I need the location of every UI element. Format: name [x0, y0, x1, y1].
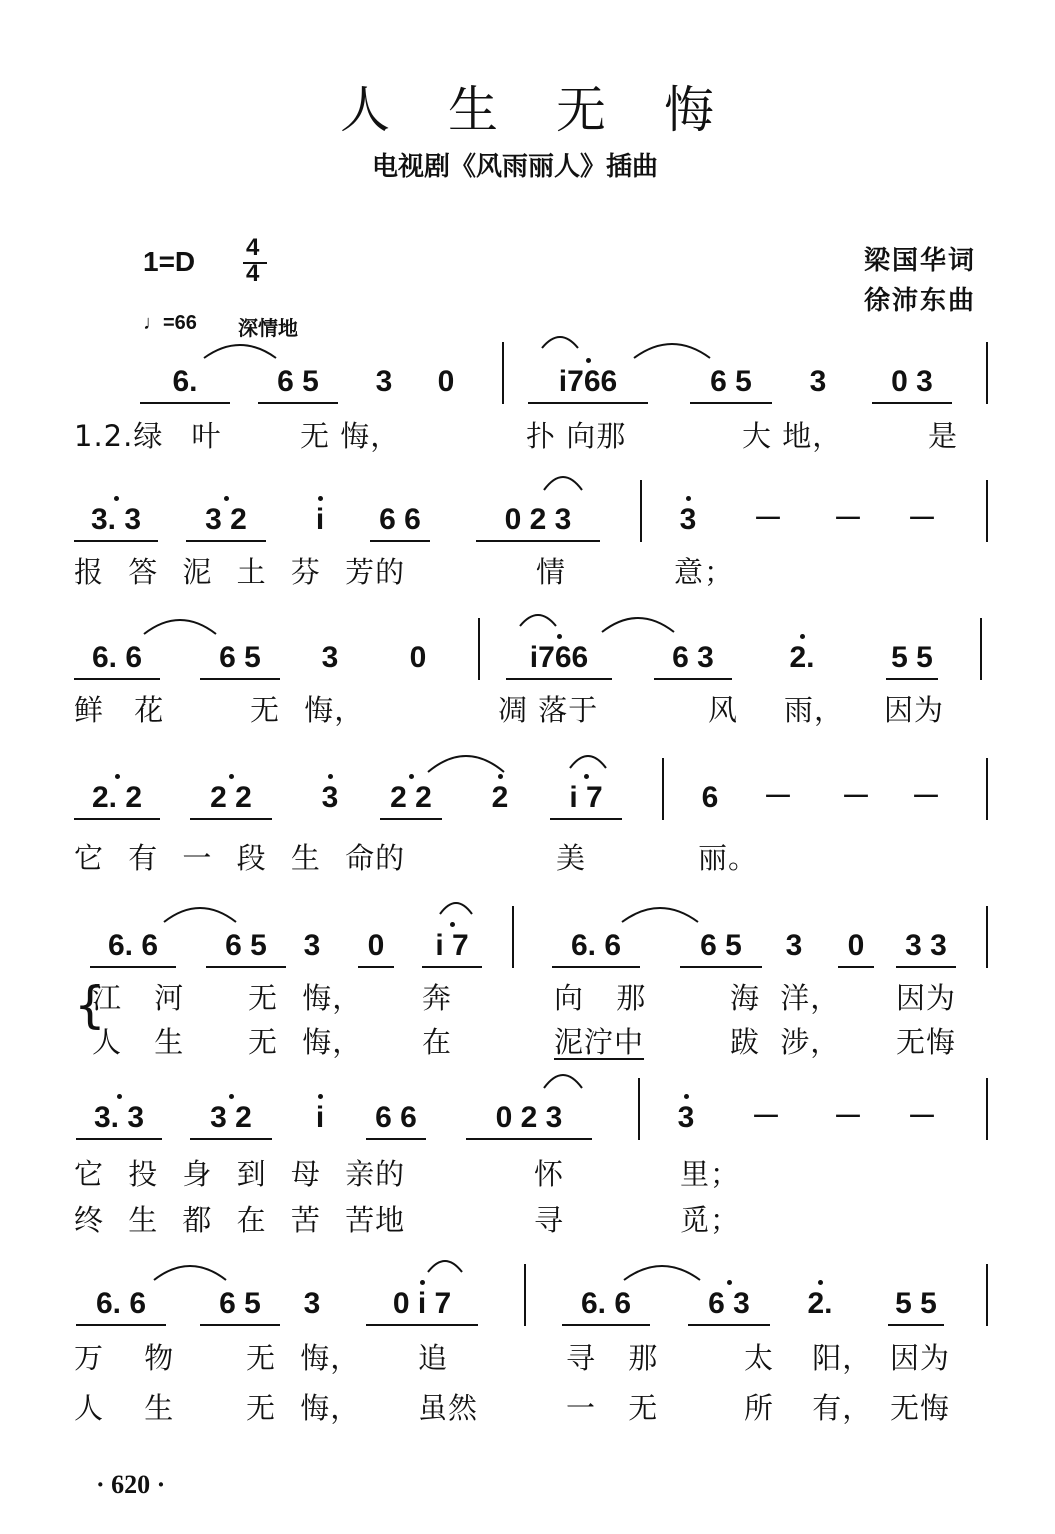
dash: － [833, 1101, 863, 1134]
lyric: 人 生 [92, 1025, 185, 1059]
slur [566, 748, 610, 770]
lyric: 报 答 泥 土 芬 芳的 [74, 555, 406, 589]
note-group: 6 5 [200, 638, 280, 680]
lyric: 大 地， [742, 419, 843, 453]
slur [516, 608, 560, 628]
lyric: 跋 涉， [730, 1025, 841, 1059]
note-group: 6 6 [370, 500, 430, 542]
note: 3 [312, 778, 348, 818]
lyric: 雨， [784, 693, 845, 727]
note-group: 6 5 [258, 362, 338, 404]
lyric: 无 悔， [300, 419, 401, 453]
key-signature: 1=D [143, 246, 196, 277]
lyric: 无 悔， [248, 981, 363, 1015]
lyric: 无 悔， [248, 1025, 363, 1059]
lyric: 扑 向那 [526, 419, 627, 453]
note-group: 0 i 7 [366, 1284, 478, 1326]
lyric: 它 投 身 到 母 亲的 [74, 1157, 406, 1191]
note: 0 [838, 926, 874, 968]
verse-brace: { [74, 976, 106, 1034]
note-group: 6. 6 [90, 926, 176, 968]
note-group: 6 5 [206, 926, 286, 968]
slur [540, 1068, 586, 1090]
lyric: 所 有， [744, 1391, 873, 1425]
note-group: 6. 6 [562, 1284, 650, 1326]
lyric: 无 悔， [246, 1391, 361, 1425]
bar-line [986, 1264, 988, 1326]
lyric: 无 悔， [246, 1341, 361, 1375]
score-system-1 [0, 362, 1055, 414]
note-group: 0 2 3 [466, 1098, 592, 1140]
score-system-5 [0, 926, 1055, 978]
lyric: 万 物 [74, 1341, 175, 1375]
slur [424, 748, 508, 774]
lyric: 人 生 [74, 1391, 175, 1425]
note-group: 6 5 [680, 926, 762, 968]
lyric: 奔 [422, 981, 453, 1015]
time-signature-top: 4 [246, 234, 260, 261]
note-group: i 7 [550, 778, 622, 820]
note: 0 [409, 641, 427, 674]
dash: － [907, 503, 937, 536]
score-system-2 [0, 500, 1055, 552]
tempo-marking: ♩=66 [143, 312, 197, 334]
note-group: 5 5 [886, 638, 938, 680]
note: 0 [358, 926, 394, 968]
note: 3 [375, 365, 393, 398]
lyric: 丽。 [698, 841, 759, 875]
dash: － [753, 503, 783, 536]
note-group: 3 3 [896, 926, 956, 968]
lyric: 无悔 [890, 1391, 951, 1425]
note: 3 [809, 365, 827, 398]
score-system-6 [0, 1098, 1055, 1150]
note: 2. [800, 1284, 840, 1324]
slur [160, 902, 240, 926]
note-group: 5 5 [888, 1284, 944, 1326]
note: 2. [782, 638, 822, 678]
dash: － [763, 781, 793, 814]
expression-marking: 深情地 [238, 318, 298, 340]
lyric: 向 那 [554, 981, 647, 1015]
note-group: 2. 2 [74, 778, 160, 820]
slur [620, 1260, 704, 1284]
note-group: i 7 [422, 926, 482, 968]
bar-line [512, 906, 514, 968]
lyric: 因为 [896, 981, 957, 1015]
time-signature-bottom: 4 [246, 260, 260, 287]
bar-line [986, 906, 988, 968]
note-group: 6 5 [690, 362, 772, 404]
lyric: 终 生 都 在 苦 苦地 [74, 1203, 406, 1237]
lyric: 无悔 [896, 1025, 957, 1059]
note: 3 [303, 1287, 321, 1320]
lyric: 因为 [884, 693, 945, 727]
lyric: 情 [536, 555, 567, 589]
lyric: 海 洋， [730, 981, 841, 1015]
dash: － [841, 781, 871, 814]
score-system-7 [0, 1284, 1055, 1336]
note-group: 6. 6 [74, 638, 160, 680]
note-group: 6 5 [200, 1284, 280, 1326]
note-group: 2 2 [190, 778, 272, 820]
slur [150, 1260, 230, 1284]
note-group: 3. 3 [74, 500, 158, 542]
note: 3 [321, 641, 339, 674]
lyric: 寻 那 [566, 1341, 659, 1375]
note: i [302, 500, 338, 540]
slur [200, 338, 280, 362]
note: 0 [437, 365, 455, 398]
lyric: 风 [708, 693, 739, 727]
note-group: 0 2 3 [476, 500, 600, 542]
bar-line [662, 758, 664, 820]
lyric: 怀 [534, 1157, 565, 1191]
song-title: 人生无悔 [340, 81, 772, 139]
note: 3 [668, 1098, 704, 1138]
composer-credit: 徐沛东曲 [864, 286, 977, 316]
dash: － [907, 1101, 937, 1134]
slur [140, 614, 220, 638]
note: 3 [785, 929, 803, 962]
bar-line [986, 1078, 988, 1140]
lyric-line [74, 414, 222, 455]
lyric: 太 阳， [744, 1341, 873, 1375]
note-group: i766 [506, 638, 612, 680]
bar-line [478, 618, 480, 680]
slur [538, 330, 582, 350]
bar-line [986, 758, 988, 820]
note: i [302, 1098, 338, 1138]
lyric: 虽然 [418, 1391, 479, 1425]
note-group: 6 3 [654, 638, 732, 680]
dash: － [751, 1101, 781, 1134]
lyric: 凋 落于 [498, 693, 599, 727]
dash: － [833, 503, 863, 536]
score-system-3 [0, 638, 1055, 690]
lyric: 因为 [890, 1341, 951, 1375]
note-group: 0 3 [872, 362, 952, 404]
lyric: 美 [556, 841, 587, 875]
lyricist-credit: 梁国华词 [864, 246, 977, 276]
bar-line [986, 342, 988, 404]
lyric: 意； [674, 555, 735, 589]
bar-line [640, 480, 642, 542]
lyric: 江 河 [92, 981, 185, 1015]
lyric: 里； [680, 1157, 741, 1191]
lyric: 鲜 花 [74, 693, 165, 727]
lyric: 追 [418, 1341, 449, 1375]
note-group: i766 [528, 362, 648, 404]
bar-line [980, 618, 982, 680]
dash: － [911, 781, 941, 814]
lyric: 一 无 [566, 1391, 659, 1425]
lyric: 觅； [680, 1203, 741, 1237]
note-group: 3 2 [186, 500, 266, 542]
score-system-4 [0, 778, 1055, 830]
lyric: 无 悔， [250, 693, 365, 727]
bar-line [986, 480, 988, 542]
note-group: 6. 6 [552, 926, 640, 968]
slur [598, 612, 678, 636]
page-number: · 620 · [96, 1470, 166, 1499]
bar-line [524, 1264, 526, 1326]
note: 3 [670, 500, 706, 540]
lyric: 它 有 一 段 生 命的 [74, 841, 406, 875]
note-group: 3 2 [190, 1098, 272, 1140]
lyric: 1.2.绿 叶 [74, 419, 222, 453]
lyric: 在 [422, 1025, 453, 1059]
slur [630, 338, 714, 362]
note-group: 3. 3 [76, 1098, 162, 1140]
bar-line [502, 342, 504, 404]
note-group: 2 2 [380, 778, 442, 820]
slur [618, 902, 702, 926]
lyric: 寻 [534, 1203, 565, 1237]
note-group: 6. 6 [76, 1284, 166, 1326]
slur [540, 470, 586, 492]
slur [436, 896, 476, 916]
song-subtitle: 电视剧《风雨丽人》插曲 [372, 152, 659, 182]
lyric: 是 [928, 419, 959, 453]
note: 2 [482, 778, 518, 818]
note: 6 [701, 781, 719, 814]
note-group: 6 6 [366, 1098, 426, 1140]
slur [424, 1254, 466, 1274]
note-group: 6. [140, 362, 230, 404]
lyric: 泥泞中 [554, 1025, 645, 1059]
bar-line [638, 1078, 640, 1140]
note-group: 6 3 [688, 1284, 770, 1326]
note: 3 [303, 929, 321, 962]
